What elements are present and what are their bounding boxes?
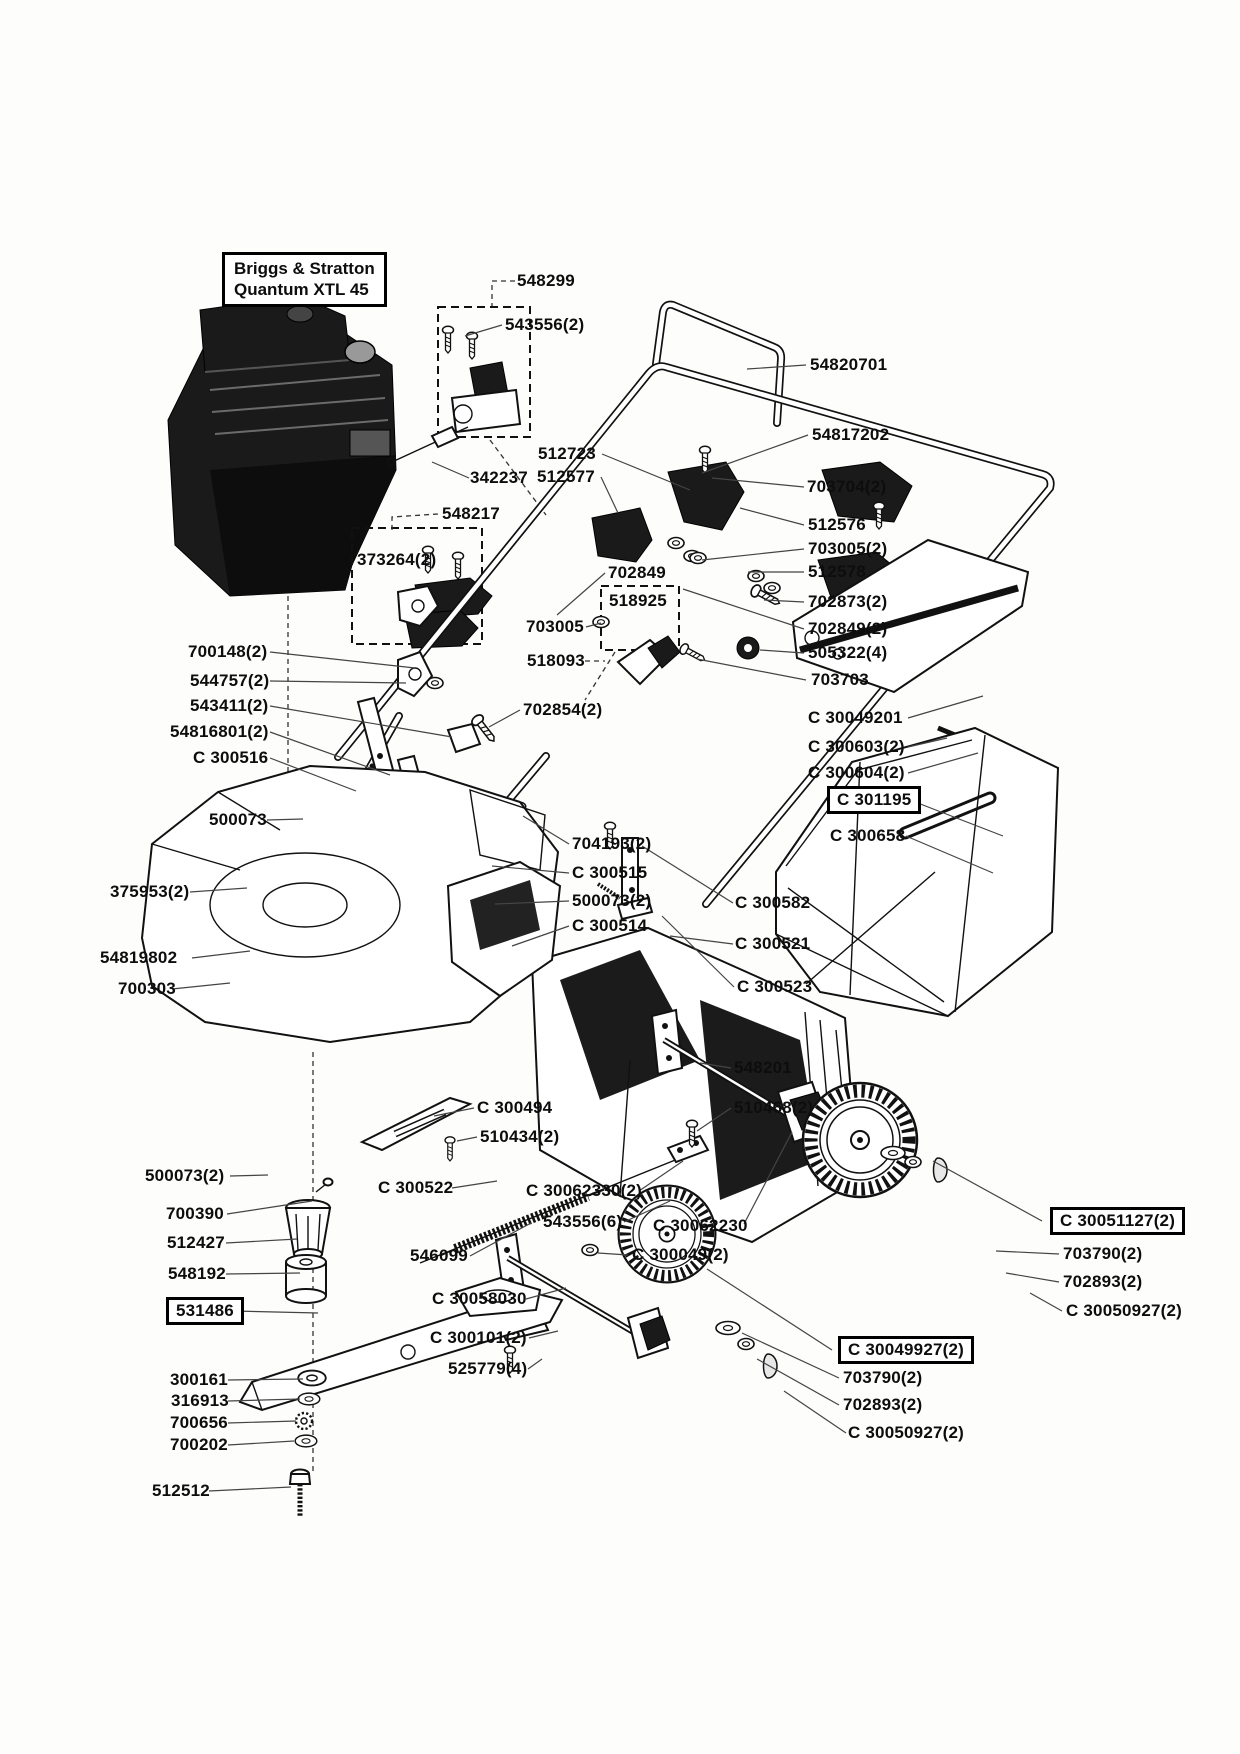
part-label-512577: 512577 — [537, 467, 595, 486]
part-label-510468-2-: 510468(2) — [734, 1098, 814, 1117]
part-label-500073-2-: 500073(2) — [145, 1166, 225, 1185]
part-label-512576: 512576 — [808, 515, 866, 534]
part-label-703790-2-: 703790(2) — [843, 1368, 923, 1387]
part-label-c-300515: C 300515 — [572, 863, 648, 882]
part-label-512723: 512723 — [538, 444, 596, 463]
part-label-54819802: 54819802 — [100, 948, 178, 967]
part-label-702849-2-: 702849(2) — [808, 619, 888, 638]
part-label-531486: 531486 — [166, 1297, 244, 1325]
part-label-548192: 548192 — [168, 1264, 226, 1283]
part-label-548217: 548217 — [442, 504, 500, 523]
part-label-54816801-2-: 54816801(2) — [170, 722, 269, 741]
part-label-c-300604-2-: C 300604(2) — [808, 763, 905, 782]
part-label-702893-2-: 702893(2) — [843, 1395, 923, 1414]
part-label-505322-4-: 505322(4) — [808, 643, 888, 662]
part-label-548201: 548201 — [734, 1058, 792, 1077]
part-label-373264-2-: 373264(2) — [357, 550, 437, 569]
part-label-703790-2-: 703790(2) — [1063, 1244, 1143, 1263]
part-label-c-300523: C 300523 — [737, 977, 813, 996]
part-label-700303: 700303 — [118, 979, 176, 998]
part-label-703704-2-: 703704(2) — [807, 477, 887, 496]
part-label-342237: 342237 — [470, 468, 528, 487]
part-label-c-30062330-2-: C 30062330(2) — [526, 1181, 643, 1200]
part-label-500073: 500073 — [209, 810, 267, 829]
part-label-702849: 702849 — [608, 563, 666, 582]
part-label-375953-2-: 375953(2) — [110, 882, 190, 901]
part-label-54817202: 54817202 — [812, 425, 890, 444]
part-label-c-30051127-2-: C 30051127(2) — [1050, 1207, 1185, 1235]
part-label-543556-2-: 543556(2) — [505, 315, 585, 334]
part-label-c-30050927-2-: C 30050927(2) — [848, 1423, 965, 1442]
part-label-c-300522: C 300522 — [378, 1178, 454, 1197]
part-label-c-300582: C 300582 — [735, 893, 811, 912]
part-label-c-300101-2-: C 300101(2) — [430, 1328, 527, 1347]
part-label-c-300521: C 300521 — [735, 934, 811, 953]
part-label-544757-2-: 544757(2) — [190, 671, 270, 690]
part-label-700202: 700202 — [170, 1435, 228, 1454]
part-label-c-30049927-2-: C 30049927(2) — [838, 1336, 974, 1364]
part-label-700148-2-: 700148(2) — [188, 642, 268, 661]
part-label-512427: 512427 — [167, 1233, 225, 1252]
part-label-512512: 512512 — [152, 1481, 210, 1500]
part-label-702854-2-: 702854(2) — [523, 700, 603, 719]
part-label-300161: 300161 — [170, 1370, 228, 1389]
part-label-c-300049-2-: C 300049(2) — [632, 1245, 729, 1264]
part-label-700656: 700656 — [170, 1413, 228, 1432]
part-label-512578: 512578 — [808, 562, 866, 581]
part-label-c-30062230: C 30062230 — [653, 1216, 748, 1235]
part-label-518925: 518925 — [609, 591, 667, 610]
part-label-703005: 703005 — [526, 617, 584, 636]
part-label-54820701: 54820701 — [810, 355, 888, 374]
part-label-c-301195: C 301195 — [827, 786, 921, 814]
engine-title-line1: Briggs & Stratton — [234, 259, 375, 278]
part-label-543411-2-: 543411(2) — [190, 696, 269, 715]
part-label-c-30050927-2-: C 30050927(2) — [1066, 1301, 1183, 1320]
part-label-704193-2-: 704193(2) — [572, 834, 652, 853]
part-label-518093: 518093 — [527, 651, 585, 670]
part-label-c-30049201: C 30049201 — [808, 708, 903, 727]
part-label-500073-2-: 500073(2) — [572, 891, 652, 910]
part-label-c-300514: C 300514 — [572, 916, 648, 935]
part-label-702893-2-: 702893(2) — [1063, 1272, 1143, 1291]
part-label-702873-2-: 702873(2) — [808, 592, 888, 611]
part-label-c-300658: C 300658 — [830, 826, 906, 845]
part-label-525779-4-: 525779(4) — [448, 1359, 528, 1378]
part-label-543556-6-: 543556(6) — [543, 1212, 623, 1231]
part-label-c-30058030: C 30058030 — [432, 1289, 527, 1308]
part-label-548299: 548299 — [517, 271, 575, 290]
part-label-700390: 700390 — [166, 1204, 224, 1223]
part-label-546099: 546099 — [410, 1246, 468, 1265]
engine-title-line2: Quantum XTL 45 — [234, 280, 369, 300]
part-label-c-300516: C 300516 — [193, 748, 269, 767]
part-label-703703: 703703 — [811, 670, 869, 689]
part-label-c-300494: C 300494 — [477, 1098, 553, 1117]
part-label-510434-2-: 510434(2) — [480, 1127, 560, 1146]
part-label-703005-2-: 703005(2) — [808, 539, 888, 558]
part-label-c-300603-2-: C 300603(2) — [808, 737, 905, 756]
part-label-316913: 316913 — [171, 1391, 229, 1410]
